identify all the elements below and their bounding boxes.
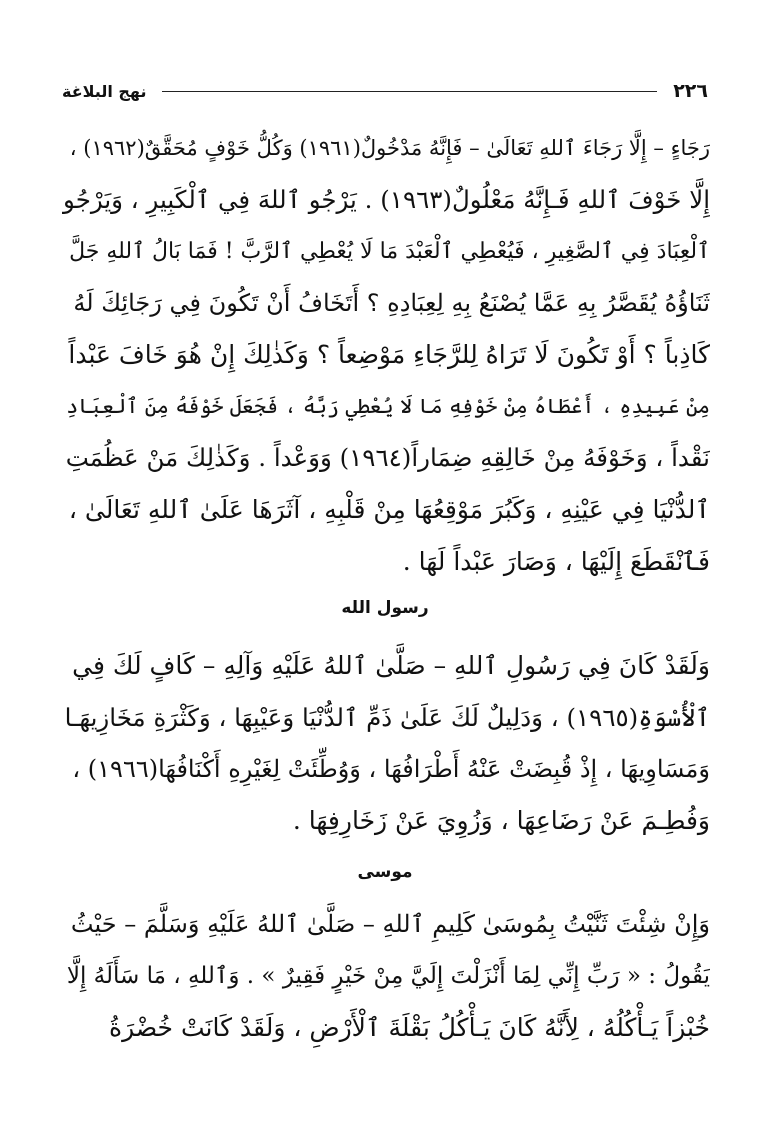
text-line: فَٱنْقَطَعَ إِلَيْهَا ، وَصَارَ عَبْداً لَهَا .: [402, 546, 710, 576]
text-line: إِلَّا خَوْفَ ٱللهِ فَـإِنَّهُ مَعْلُولٌ(١٩٦٣) . يَرْجُو ٱللهَ فِي ٱلْكَبِيرِ ، وَيَرْجُو: [63, 185, 710, 215]
text-line: ثَنَاؤُهُ يُقَصَّرُ بِهِ عَمَّا يُصْنَعُ بِهِ لِعِبَادِهِ ؟ أَتَخَافُ أَنْ تَكُونَ فِي رَجَائِكَ لَهُ: [73, 288, 710, 317]
paragraph-prophet: [62, 640, 710, 847]
running-header: [62, 78, 708, 104]
page-number: ٢٢٦: [673, 80, 708, 102]
paragraph-moses: [62, 898, 710, 1053]
text-line: كَاذِباً ؟ أَوْ تَكُونَ لَا تَرَاهُ لِلرَّجَاءِ مَوْضِعاً ؟ وَكَذٰلِكَ إِنْ هُوَ خَافَ عَبْداً: [68, 340, 710, 370]
book-title: نهج البلاغة: [62, 81, 147, 101]
text-line: يَقُولُ : « رَبِّ إِنِّي لِمَا أَنْزَلْتَ إِلَيَّ مِنْ خَيْرٍ فَقِيرٌ » . وَٱللهِ ، مَا سَأَلَهُ إِلَّا: [66, 962, 710, 989]
text-line: ٱلدُّنْيَا فِي عَيْنِهِ ، وَكَبُرَ مَوْقِعُهَا مِنْ قَلْبِهِ ، آثَرَهَا عَلَىٰ ٱللهِ تَعَالَىٰ ،: [68, 495, 710, 525]
paragraph-fear-and-hope: [62, 122, 710, 587]
text-line: ٱلْأُسْوَةِ(١٩٦٥) ، وَدَلِيلٌ لَكَ عَلَىٰ ذَمِّ ٱلدُّنْيَا وَعَيْبِهَا ، وَكَثْرَةِ مَخَازِيهَـا: [64, 703, 710, 733]
section-heading-moses: موسى: [357, 862, 413, 882]
header-rule: [162, 91, 657, 92]
text-line: نَقْداً ، وَخَوْفَهُ مِنْ خَالِقِهِ ضِمَاراً(١٩٦٤) وَوَعْداً . وَكَذٰلِكَ مَنْ عَظُمَتِ: [65, 443, 710, 473]
text-line: رَجَاءٍ – إِلَّا رَجَاءَ ٱللهِ تَعَالَىٰ – فَإِنَّهُ مَدْخُولٌ(١٩٦١) وَكُلُّ خَوْفٍ مُحَقَّقٌ(١٩٦٢) ،: [69, 135, 710, 160]
text-line: وَإِنْ شِئْتَ ثَنَّيْتُ بِمُوسَىٰ كَلِيمِ ٱللهِ – صَلَّىٰ ٱللهُ عَلَيْهِ وَسَلَّمَ – حَيْثُ: [70, 909, 710, 938]
text-line: ٱلْعِبَادَ فِي ٱلصَّغِيرِ ، فَيُعْطِي ٱلْعَبْدَ مَا لَا يُعْطِي ٱلرَّبَّ ! فَمَا بَالُ ٱللهِ جَلَّ: [69, 238, 710, 264]
text-line: وَفُطِـمَ عَنْ رَضَاعِهَا ، وَزُوِيَ عَنْ زَخَارِفِهَا .: [292, 806, 710, 836]
text-line: وَلَقَدْ كَانَ فِي رَسُولِ ٱللهِ – صَلَّىٰ ٱللهُ عَلَيْهِ وَآلِهِ – كَافٍ لَكَ فِي: [72, 651, 710, 681]
text-line: وَمَسَاوِيهَا ، إِذْ قُبِضَتْ عَنْهُ أَطْرَافُهَا ، وَوُطِّئَتْ لِغَيْرِهِ أَكْنَافُهَا(١٩٦٦) ،: [72, 755, 710, 784]
text-line: خُبْزاً يَـأْكُلُهُ ، لِأَنَّهُ كَانَ يَـأْكُلُ بَقْلَةَ ٱلْأَرْضِ ، وَلَقَدْ كَانَتْ خُضْرَةُ: [108, 1012, 710, 1042]
section-heading-prophet: رسول الله: [341, 598, 429, 618]
text-line: مِنْ عَبِيدِهِ ، أَعْطَاهُ مِنْ خَوْفِهِ مَا لَا يُعْطِي رَبَّهُ ، فَجَعَلَ خَوْفَهُ مِنَ ٱلْعِبَادِ: [66, 394, 710, 419]
